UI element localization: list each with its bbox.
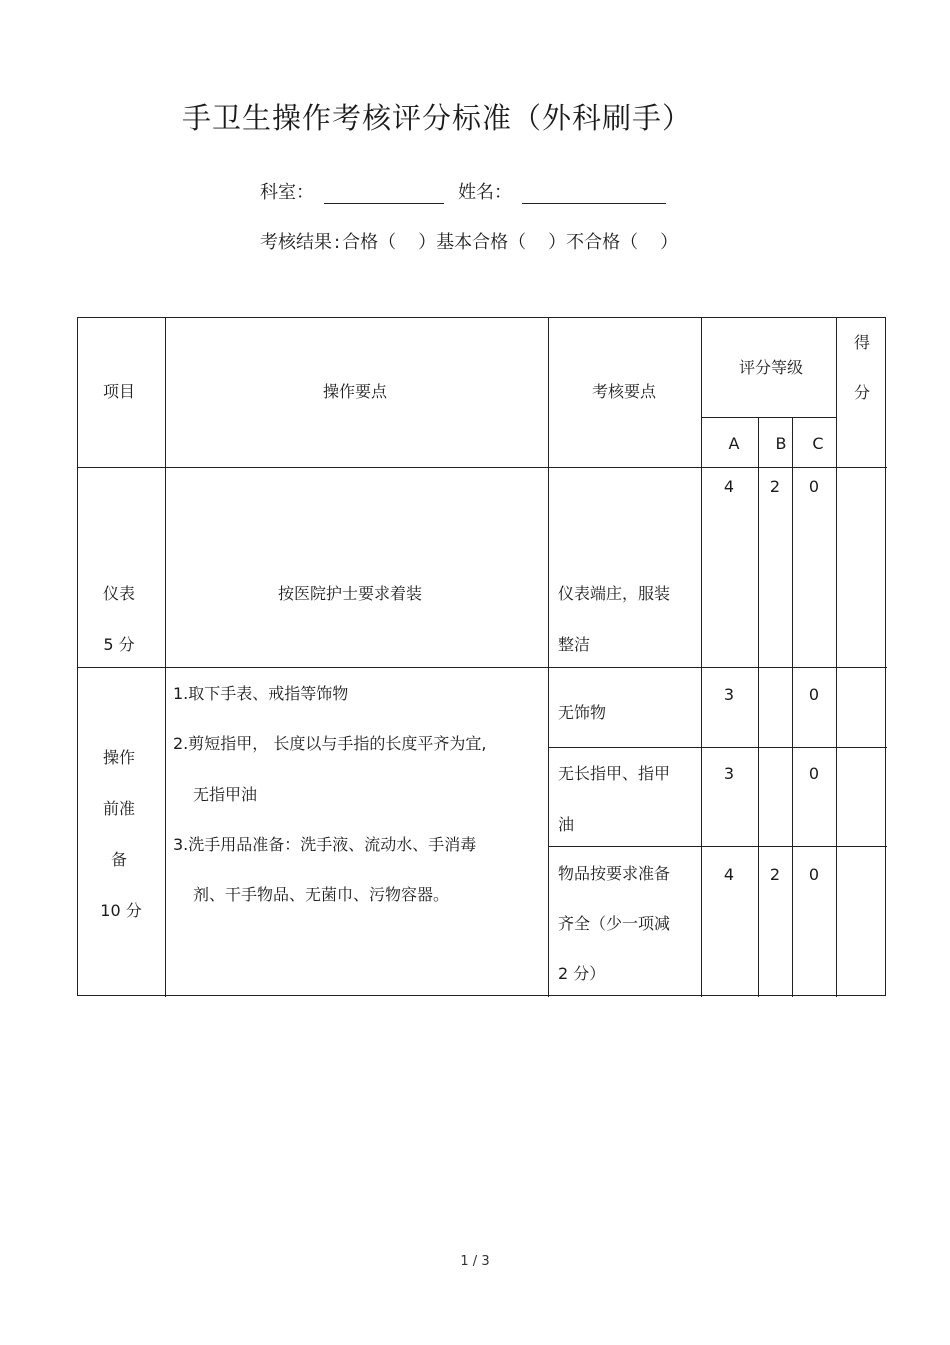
row2-sub1-assess: 无饰物 [558,703,607,722]
grid-line [165,318,166,997]
row2-sub1-grade-a: 3 [723,685,735,704]
row1-item-line2: 5 分 [103,635,135,654]
row2-sub2-grade-c: 0 [808,764,820,783]
grid-line [701,318,702,997]
header-grade: 评分等级 [738,358,804,377]
row2-item-line2: 前准 [102,799,136,818]
grid-line [792,417,793,997]
grid-line [78,467,887,468]
row1-grade-c: 0 [808,477,820,496]
row2-sub3-assess-line1: 物品按要求准备 [558,864,671,883]
header-score-2: 分 [853,383,871,402]
row2-op-line4: 3.洗手用品准备：洗手液、流动水、手消毒 [173,835,477,854]
header-operation: 操作要点 [322,382,388,401]
row2-sub3-assess-line3: 2 分） [558,964,606,983]
row2-sub2-assess-line1: 无长指甲、指甲 [558,764,671,783]
fail-option: ）不合格（ [548,232,639,253]
grid-line [548,318,549,997]
header-grade-c: C [812,434,824,453]
basic-pass-option: ）基本合格（ [418,232,527,253]
row2-item-line1: 操作 [102,748,136,767]
row2-op-line5: 剂、干手物品、无菌巾、污物容器。 [193,885,450,904]
row2-op-line1: 1.取下手表、戒指等饰物 [173,684,349,703]
header-assessment: 考核要点 [591,382,657,401]
name-label: 姓名： [458,182,512,203]
page-number: 1 / 3 [460,1254,490,1269]
row2-sub2-assess-line2: 油 [558,815,575,834]
row1-assess-line2: 整洁 [558,635,591,654]
header-score-1: 得 [853,333,871,352]
dept-blank [324,181,444,204]
pass-option: 合格（ [342,232,397,253]
row1-item-line1: 仪表 [102,584,136,603]
close-paren: ） [660,232,679,253]
row2-item-line4: 10 分 [100,901,142,920]
header-item: 项目 [102,382,136,401]
page-title: 手卫生操作考核评分标准（外科刷手） [182,101,693,135]
grid-line [78,667,887,668]
row2-op-line2: 2.剪短指甲， 长度以与手指的长度平齐为宜, [173,734,487,753]
result-line: 考核结果 : 合格（ ）基本合格（ ）不合格（ ） [260,232,679,253]
grid-line [836,318,837,997]
row2-sub3-grade-c: 0 [808,865,820,884]
row1-grade-b: 2 [769,477,781,496]
result-label: 考核结果 [260,232,332,253]
header-grade-b: B [775,434,787,453]
dept-label: 科室： [260,182,314,203]
row2-sub2-grade-a: 3 [723,764,735,783]
dept-name-line [260,178,666,204]
row2-item-line3: 备 [110,850,128,869]
name-blank [522,181,666,204]
row1-operation: 按医院护士要求着装 [277,584,423,603]
grid-line [758,417,759,997]
row2-sub3-assess-line2: 齐全（少一项减 [558,914,671,933]
row1-grade-a: 4 [723,477,735,496]
row1-assess-line1: 仪表端庄，服装 [558,584,671,603]
grid-line [701,417,836,418]
row2-sub3-grade-b: 2 [769,865,781,884]
row2-sub3-grade-a: 4 [723,865,735,884]
row2-op-line3: 无指甲油 [193,785,258,804]
header-grade-a: A [728,434,740,453]
scoring-table [77,317,886,996]
row2-sub1-grade-c: 0 [808,685,820,704]
